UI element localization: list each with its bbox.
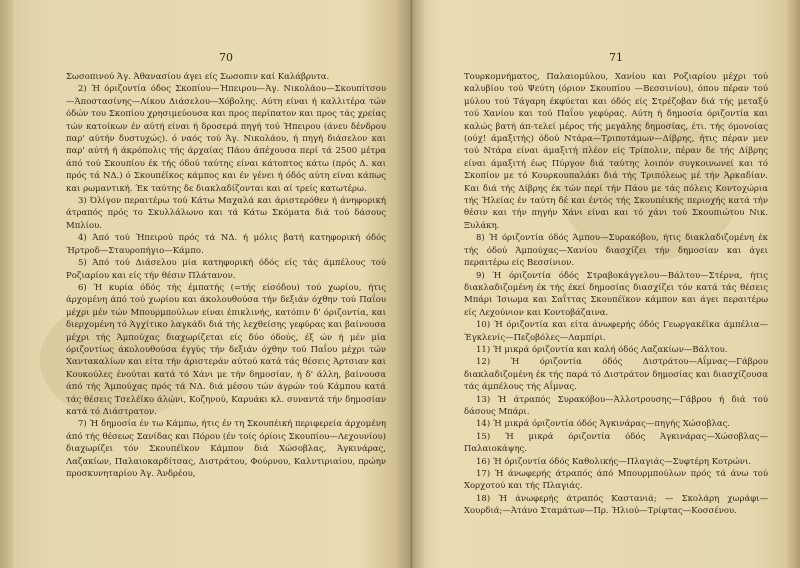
paragraph: 11) Ή μικρά όριζοντία και καλή όδός Λαζακίων—Βάλτου. [476, 344, 728, 355]
right-page [464, 0, 768, 568]
paragraph: 14) Ή μικρά όριζοντία όδός Άγκινάρας—πηγής Χώσοβλας. [476, 419, 731, 430]
paragraph: 17) Ή άνωφερής άτραπός άπό Μπουρμπούλων πρός τά άνω τού Χορχοτού και τής Πλαγιάς. [464, 469, 768, 492]
paragraph: 5) Άπό τού Διάσελου μία κατηφορική όδός είς τάς άμπέλους τού Ροζιαρίου και είς τήν θέσιν Πλάτανον. [66, 258, 386, 281]
paragraph: 10) Ή όριζοντία και είτα άνωφερής όδός Γεωργακέϊκα άμπέλια—Έγκλενίς—Πεζοβόλες—Λαμπίρι. [464, 320, 768, 343]
paragraph: 16) Ή όριζοντία όδός Καθολικής—Πλαγιάς—Συφτέρη Κοτρώνι. [476, 456, 751, 467]
paragraph: 15) Ή μικρά όριζοντία όδός Άγκινάρας—Χώσοβλας—Παλαιοκάψης. [464, 431, 768, 455]
left-page [66, 0, 386, 568]
paragraph: 9) Ή όριζοντία όδός Στραβοκάγγελου—Βάλτου—Στέρνα, ήτις διακλαδιζομένη έκ τής έκεί δημοσίας διασχίζει τόν κατά τάς θέσεις Μπάρι Ίσιωμα και Σαΐττας Σκουπέϊκον κάμπον και άγει περαιτέρω είς Λεχούνιον και Κοντοβάζαινα. [464, 270, 768, 318]
paragraph: 8) Ή όριζοντία όδός Άμπου—Συρακόβου, ήτις διακλαδιζομένη έκ τής όδού Άμπούχας—Χανίου διασχίζει τήν δημοσίαν και άγει περαιτέρω είς Βεσσίνιον. [464, 233, 768, 269]
paragraph: 13) Ή άτραπός Συρακόβου—Άλλοτρουσης—Γάβρου ή διά τού δάσους Μπάρι. [464, 394, 768, 417]
paragraph: 7) Ή δημοσία έν τω Κάμπω, ήτις έν τη Σκουπέική περιφερεία άρχομένη άπό τής θέσεως Σανίδας και Πόρου (έν τοίς όρίοις Σκουπίου—Λεχουνίου) διαχωρίζει τόν Σκουπέϊκον Κάμπον διά Χώσοβλας, Άγκινάρας, Λαζακίων, Παλαιοκαρδίτσας, Διστράτου, Φούρνου, Καλντιριαίου, πρώην προσκυνηταρίου Άγ. Άνδρέου, [66, 419, 386, 479]
paragraph: 12) Ή όριζοντία όδός Διστράτου—Αΐμνας—Γάβρου διακλαδιζομένη έκ τής παρά τό Διστράτον δημοσίας και διασχίζουσα τάς άμπέλους τής Αΐμνας. [464, 357, 768, 393]
book-gutter [396, 0, 426, 568]
paragraph: Τουρκομνήματος, Παλαιομύλου, Χανίου και Ροζιαρίου μέχρι τού καλυβίου τού Ψεύτη (όριον Σκουπίου —Βεσσινίου), όπου πέραν τού μύλου τού Τάγαρη έκφύεται και όδός είς Στρέζοβαν διά τής μεταξύ τού Χανίου και τού Παΐου γεφύρας. Αύτη ή δημοσία όριζοντία και καλώς βατή άπ-τελεί μέρος τής μεγάλης δημοσίας, έτι. τής όμονοίας (ούχ! άμαξιτής) όδού Ντάρα—Τριποτάμων—Δίβρης, ήτις πέραν μεν τού Ντάρα είναι άμαξιτή πλέον είς Τρίπολιν, πέραν δε τής Δίβρης είναι άμαξιτή έως Πύργον διά ταύτης λοιπόν συγκοινωνεί και τό Σκοπίον με τό Κουρκουπαλάκι διά τής Τριπόλεως μέ τήν Άρκαδίαν. Και διά τής Δίβρης έκ τών περί τήν Πάου με τάς πόλεις Κοντοχώρια τής Ήλείας έν ταύτη δέ και έντός τής Σκουπέικής περιοχής κατά τήν θέσιν και τήν πηγήν Χάνι είναι και τό χάνι τού Σκουπιώτου Νικ. Ξυλάκη. [464, 72, 768, 231]
paragraph: 6) Ή κυρία όδός τής έμπατής (=τής είσόδου) τού χωρίου, ήτις άρχομένη άπό τού χωρίου και άκολουθούσα τήν δεξιάν όχθην τού Παΐου μέχρι μέν τών Μπουρμπούλων είναι έπικλινής, κατόπιν δ' όριζοντία, και διερχομένη τό Άγχίτικο λαγκάδι διά τής λεχθείσης γεφύρας και βαίνουσα μέχρι τής Άμπούχας διαχωρίζεται είς δύο όδούς, έξ ών ή μέν μία όριζοντίως άκολουθούσα έγγύς τήν δεξιάν όχθην τού Παΐου μέχρι τών Χαντακαλίων και είτα τήν άριστεράν αύτού κατά τάς θέσεις Άρτσιαν και Κουκούλες ένούται κατά τό Χάνι με τήν δημοσίαν, ή δ' άλλη, βαίνουσα άπό τής Άμπούχας πρός τά ΝΔ. διά μέσου τών άγρών τού Κάμπου κατά τάς θέσεις Τσελέϊκο άλώνι, Κοζηνού, Καρυάκι κλ. συναντά τήν δημοσίαν κατά τό Διάστρατον. [66, 282, 386, 417]
paragraph: 4) Άπό τού Ήπειρού πρός τά ΝΔ. ή μόλις βατή κατηφορική όδός Ήρτροδ—Σταυροπήγιο—Κάμπο. [66, 233, 386, 256]
right-page-edge [786, 0, 800, 568]
paragraph: 2) Ή όριζοντία όδος Σκοπίου—Ήπειρου—Άγ. Νικολάου—Σκουπίτσου—Άποστασίνης—Λίκου Διάσελου—Χόβολης. Αύτη είναι ή καλλιτέρα τών όδών του Σκοπίου χρησιμεύουσα και προς περίπατον και προς τάς χρείας τών κατοίκων έν αύτή είναι ή δροσερά πηγή τού Ήπειρου (άνευ δένδρου παρ' αύτήν δυστυχώς). ό ναός τού Άγ. Νικολάου, ή πηγή διάσελον και παρ' αύτή ή άκρόπολις τής άρχαίας Πάου άπέχουσα περί τά 2500 μέτρα άπό τού Σκουπίου έκ τής όδού ταύτης είναι κάτοπτος κάτω (πρός Δ. και πρός τά ΝΔ.) ό Σκουπέϊκος κάμπος και έν γένει ή όδός αύτη είναι κάπως και ρωμαντική. Έκ ταύτης δε διακλαδίζονται και αί τρείς κατωτέρω. [66, 84, 386, 194]
page-number: 70 [219, 51, 233, 64]
page-body [66, 71, 386, 480]
page-body [464, 71, 768, 518]
paragraph: 18) Ή άνωφερής άτραπός Καστανιά; — Σκολάρη χωράφι— Χουρδιά;—Άτάνο Σταμάτων—Πρ. Ήλιού—Τρίφτας—Κοσσένου. [464, 493, 768, 517]
left-page-edge [0, 0, 14, 568]
page-number: 71 [609, 51, 623, 64]
paragraph: Σωσοπινού Άγ. Άθανασίου άγει είς Σωσοπιν καί Καλάβρυτα. [66, 72, 330, 82]
paragraph: 3) Όλίγον περαιτέρω τού Κάτω Μαχαλά και άριστερόθεν ή άνηφορική άτραπός πρός το Σκυλλάλωνο και τά Κάτω Σκόματα διά τού δάσους Μπλίου. [66, 196, 386, 231]
